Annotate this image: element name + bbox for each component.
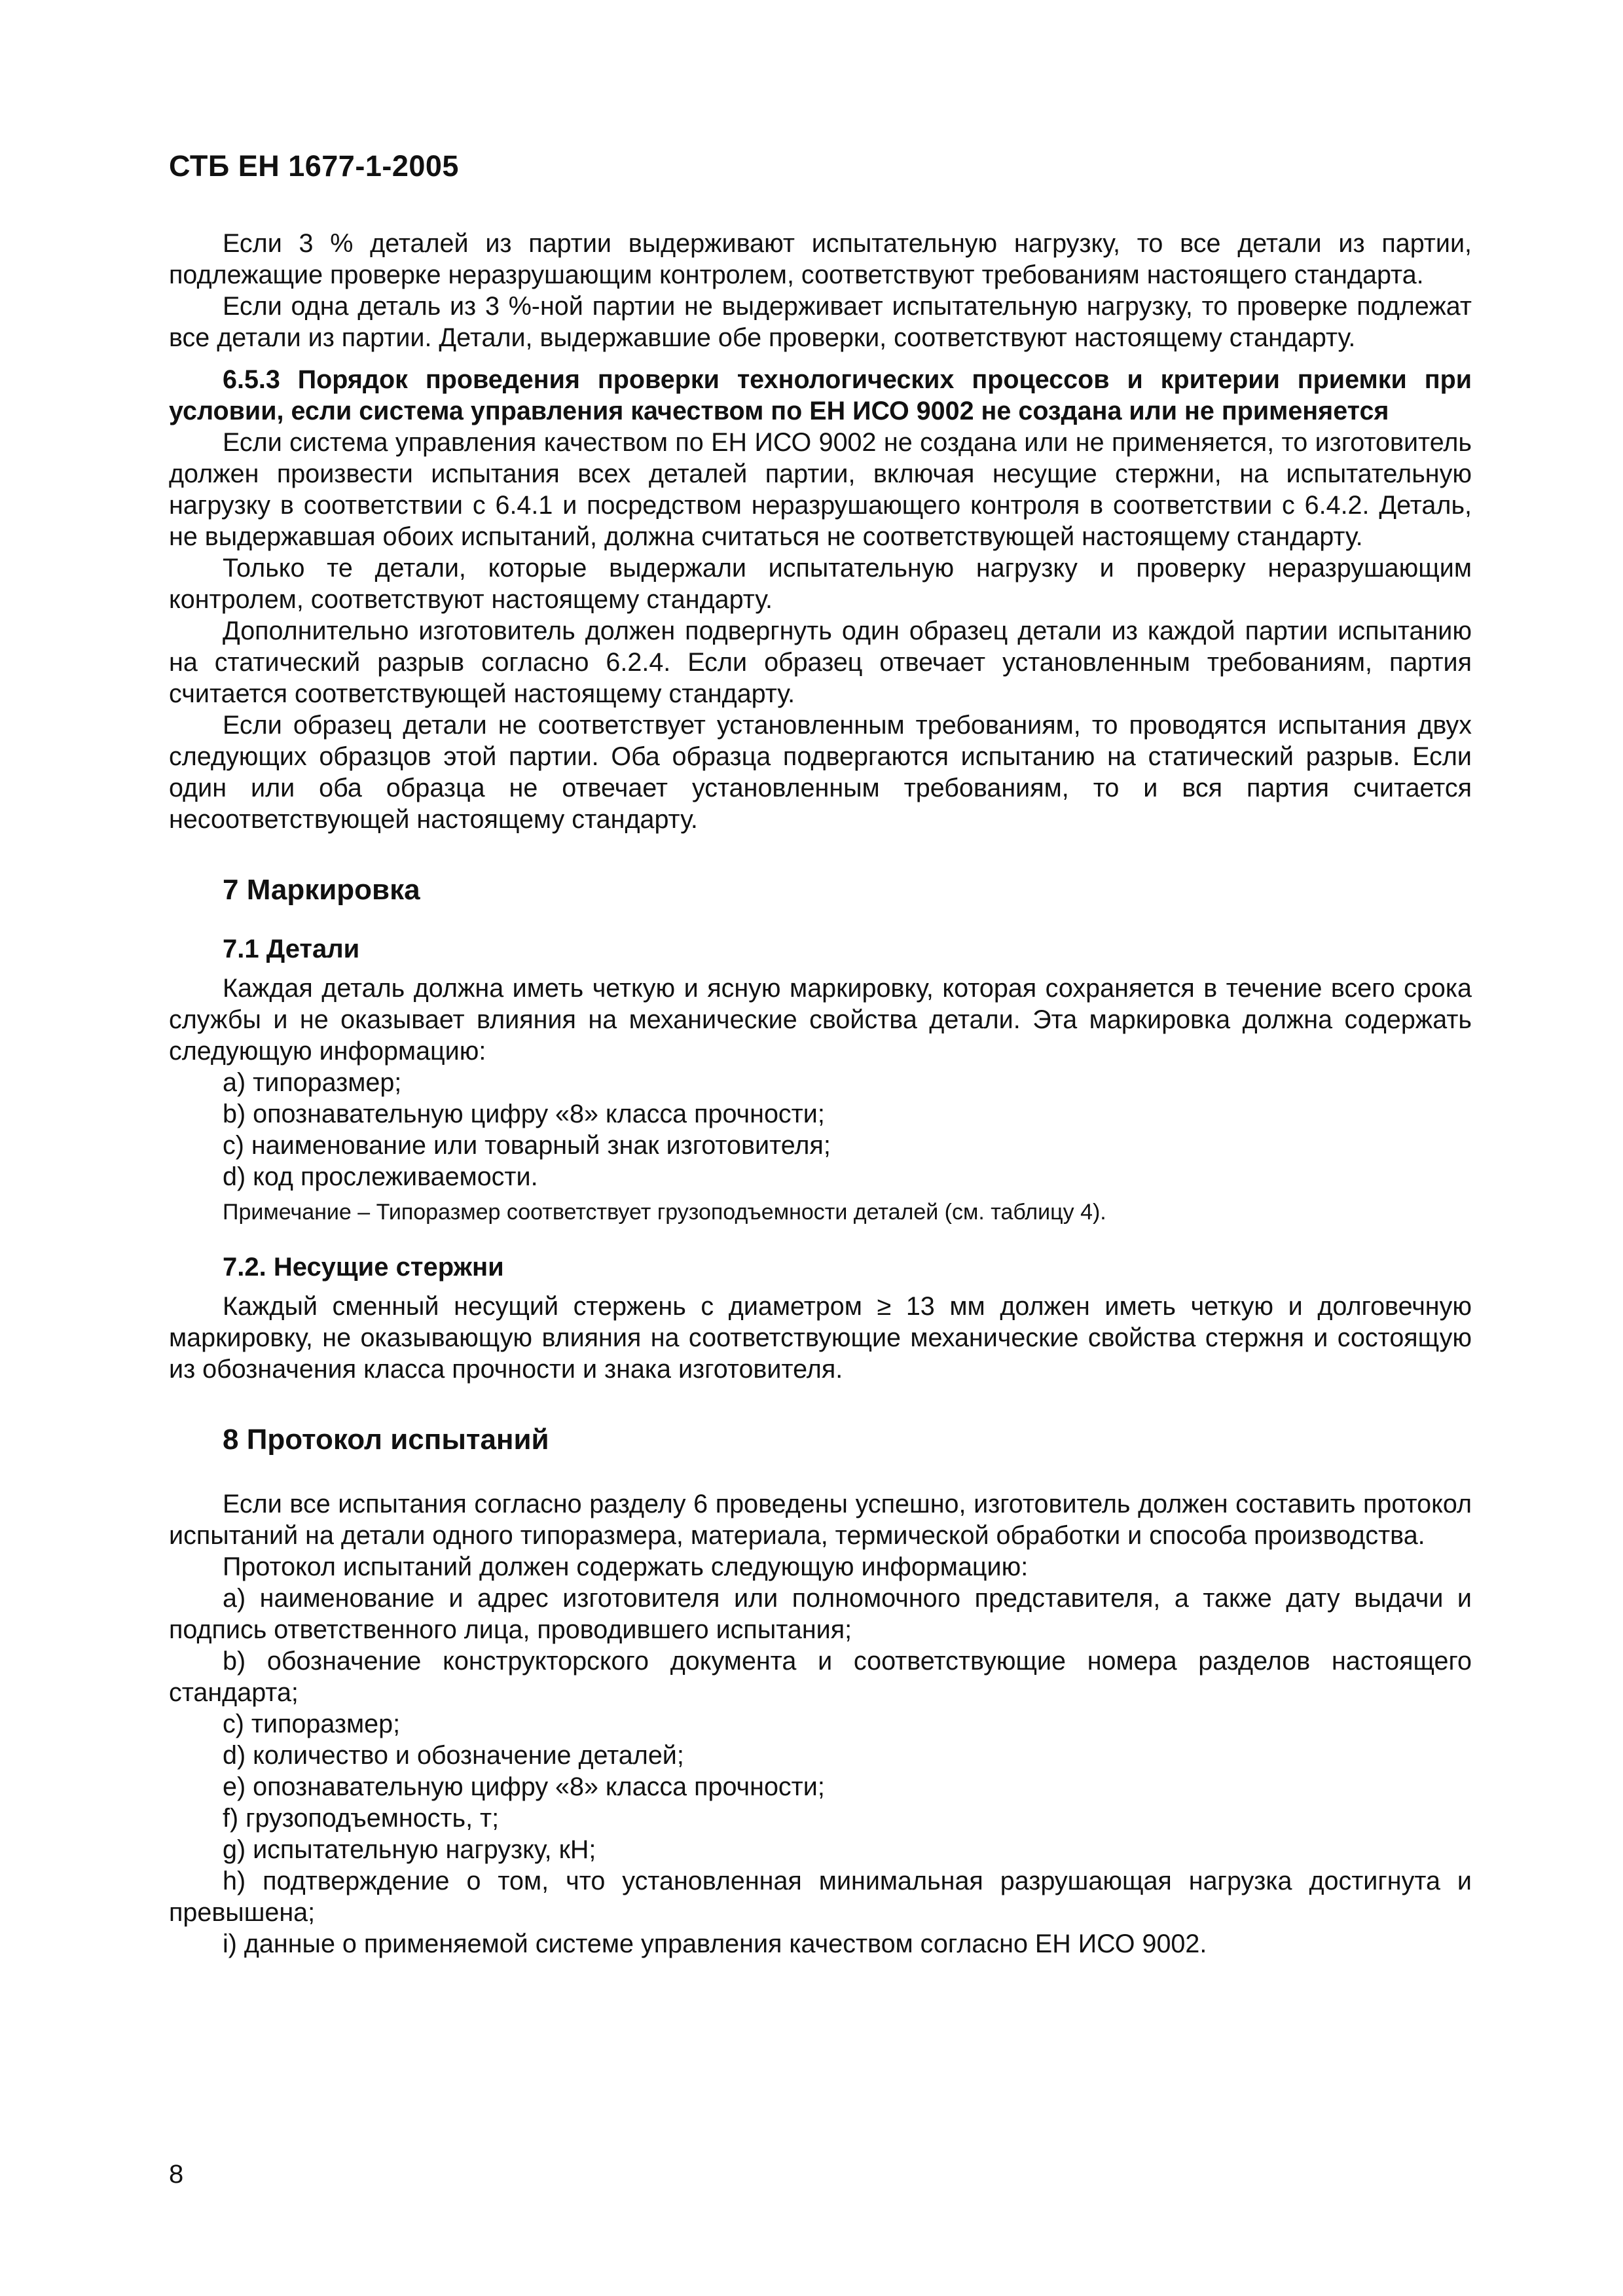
section-heading-7: 7 Маркировка [223, 874, 420, 906]
list-item: g) испытательную нагрузку, кН; [223, 1835, 596, 1864]
list-item: d) код прослеживаемости. [223, 1162, 538, 1191]
list-item: d) количество и обозначение деталей; [223, 1741, 684, 1770]
subsection-heading-7-2: 7.2. Несущие стержни [223, 1253, 504, 1282]
document-code-header: СТБ ЕН 1677-1-2005 [169, 149, 459, 183]
list-item: c) наименование или товарный знак изготовителя; [223, 1131, 831, 1160]
page-number: 8 [169, 2160, 184, 2189]
list-item: c) типоразмер; [223, 1710, 401, 1738]
list-item: f) грузоподъемность, т; [223, 1804, 500, 1833]
document-body [169, 228, 1472, 1960]
section-heading-6-5-3: 6.5.3 Порядок проведения проверки технологических процессов и критерии приемки при условии, если система управления качеством по ЕН ИСО 9002 не создана или не применяется [169, 365, 1472, 425]
list-item: b) обозначение конструкторского документа и соответствующие номера разделов настоящего стандарта; [169, 1647, 1472, 1707]
list-item: h) подтверждение о том, что установленная минимальная разрушающая нагрузка достигнута и превышена; [169, 1867, 1472, 1927]
list-item: b) опознавательную цифру «8» класса прочности; [223, 1100, 825, 1128]
paragraph: Если одна деталь из 3 %-ной партии не выдерживает испытательную нагрузку, то проверке подлежат все детали из партии. Детали, выдержавшие обе проверки, соответствуют настоящему стандарту. [169, 292, 1472, 352]
paragraph: Только те детали, которые выдержали испытательную нагрузку и проверку неразрушающим контролем, соответствуют настоящему стандарту. [169, 554, 1472, 614]
paragraph: Каждая деталь должна иметь четкую и ясную маркировку, которая сохраняется в течение всего срока службы и не оказывает влияния на механические свойства детали. Эта маркировка должна содержать следующую информацию: [169, 974, 1472, 1066]
note: Примечание – Типоразмер соответствует грузоподъемности деталей (см. таблицу 4). [223, 1200, 1106, 1225]
paragraph: Если все испытания согласно разделу 6 проведены успешно, изготовитель должен составить протокол испытаний на детали одного типоразмера, материала, термической обработки и способа производства. [169, 1490, 1472, 1550]
list-item: a) наименование и адрес изготовителя или полномочного представителя, а также дату выдачи и подпись ответственного лица, проводившего испытания; [169, 1584, 1472, 1644]
paragraph: Каждый сменный несущий стержень с диаметром ≥ 13 мм должен иметь четкую и долговечную маркировку, не оказывающую влияния на соответствующие механические свойства стержня и состоящую из обозначения класса прочности и знака изготовителя. [169, 1292, 1472, 1384]
paragraph: Протокол испытаний должен содержать следующую информацию: [223, 1552, 1029, 1581]
paragraph: Если образец детали не соответствует установленным требованиям, то проводятся испытания двух следующих образцов этой партии. Оба образца подвергаются испытанию на статический разрыв. Если один или оба образца не отвечает установленным требованиям, то и вся партия считается несоответствующей настоящему стандарту. [169, 711, 1472, 834]
paragraph: Дополнительно изготовитель должен подвергнуть один образец детали из каждой партии испытанию на статический разрыв согласно 6.2.4. Если образец отвечает установленным требованиям, партия считается соответствующей настоящему стандарту. [169, 617, 1472, 708]
paragraph: Если система управления качеством по ЕН ИСО 9002 не создана или не применяется, то изготовитель должен произвести испытания всех деталей партии, включая несущие стержни, на испытательную нагрузку в соответствии с 6.4.1 и посредством неразрушающего контроля в соответствии с 6.4.2. Деталь, не выдержавшая обоих испытаний, должна считаться не соответствующей настоящему стандарту. [169, 428, 1472, 551]
paragraph: Если 3 % деталей из партии выдерживают испытательную нагрузку, то все детали из партии, подлежащие проверке неразрушающим контролем, соответствуют требованиям настоящего стандарта. [169, 229, 1472, 289]
list-item: a) типоразмер; [223, 1068, 402, 1097]
list-item: e) опознавательную цифру «8» класса прочности; [223, 1772, 825, 1801]
subsection-heading-7-1: 7.1 Детали [223, 935, 360, 963]
list-item: i) данные о применяемой системе управления качеством согласно ЕН ИСО 9002. [223, 1929, 1207, 1958]
section-heading-8: 8 Протокол испытаний [223, 1424, 549, 1456]
